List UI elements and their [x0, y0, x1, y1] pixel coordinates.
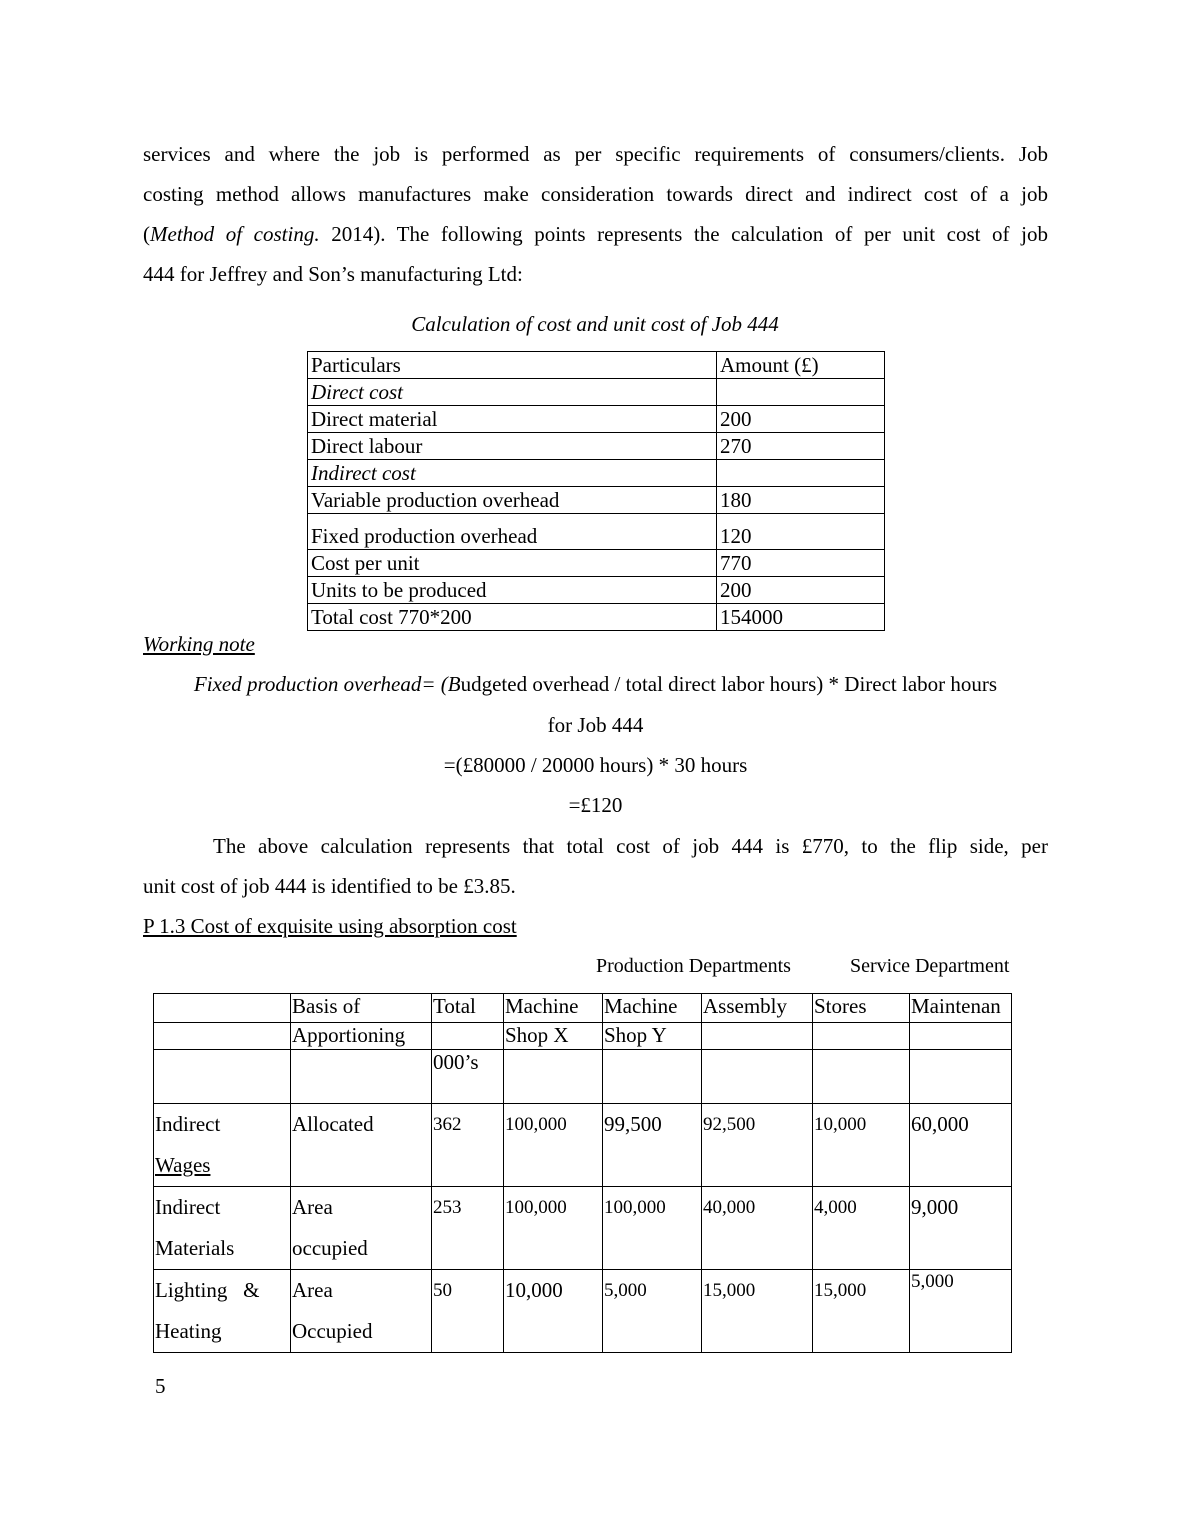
table-row — [154, 1187, 1012, 1270]
table-row — [308, 487, 885, 514]
overhead-item: Indirect Materials — [154, 1187, 291, 1270]
table-row — [308, 406, 885, 433]
shop-x-cell: 100,000 — [504, 1187, 603, 1270]
table-row — [154, 1270, 1012, 1353]
intro-line: 444 for Jeffrey and Son’s manufacturing Ltd: — [143, 262, 523, 286]
header-cell: Total — [432, 994, 504, 1023]
conclusion-paragraph — [143, 826, 1048, 906]
header-cell: Shop Y — [603, 1023, 702, 1050]
overhead-item: Lighting & Heating — [154, 1270, 291, 1353]
row-value — [717, 379, 885, 406]
row-value — [717, 460, 885, 487]
row-value: 154000 — [717, 604, 885, 631]
header-cell: Stores — [813, 994, 910, 1023]
row-label: Units to be produced — [308, 577, 717, 604]
header-cell — [432, 1023, 504, 1050]
conclusion-line: The above calculation represents that total cost of job 444 is £770, to the flip side, per — [213, 834, 1048, 858]
basis-cell: Allocated — [291, 1104, 432, 1187]
intro-line: costing method allows manufactures make consideration towards direct and indirect cost of a job — [143, 182, 1048, 206]
shop-y-cell: 99,500 — [603, 1104, 702, 1187]
row-label: Direct material — [308, 406, 717, 433]
table-row — [308, 379, 885, 406]
row-value: 200 — [717, 406, 885, 433]
header-cell — [702, 1023, 813, 1050]
header-cell — [154, 1023, 291, 1050]
header-cell — [910, 1023, 1012, 1050]
total-cell: 362 — [432, 1104, 504, 1187]
header-cell — [813, 1023, 910, 1050]
shop-x-cell: 10,000 — [504, 1270, 603, 1353]
header-cell — [154, 1050, 291, 1104]
basis-cell: Area Occupied — [291, 1270, 432, 1353]
table-header-row — [154, 994, 1012, 1023]
row-label: Direct cost — [308, 379, 717, 406]
shop-y-cell: 5,000 — [603, 1270, 702, 1353]
header-cell: Shop X — [504, 1023, 603, 1050]
production-departments-label: Production Departments — [596, 955, 791, 977]
header-cell — [702, 1050, 813, 1104]
header-cell — [813, 1050, 910, 1104]
row-value: 120 — [717, 514, 885, 550]
header-cell — [603, 1050, 702, 1104]
calculation-step: =(£80000 / 20000 hours) * 30 hours — [443, 753, 748, 777]
citation: Method of costing. — [150, 222, 320, 246]
intro-line: services and where the job is performed as per specific requirements of consumers/clients. Job — [143, 142, 1048, 166]
table-row — [154, 1104, 1012, 1187]
table-row — [308, 433, 885, 460]
stores-cell: 4,000 — [813, 1187, 910, 1270]
formula-line: Fixed production overhead= (Budgeted overhead / total direct labor hours) * Direct labor hours — [193, 672, 998, 696]
shop-x-cell: 100,000 — [504, 1104, 603, 1187]
total-cell: 253 — [432, 1187, 504, 1270]
page-number: 5 — [155, 1374, 166, 1398]
table-caption: Calculation of cost and unit cost of Job 444 — [411, 312, 779, 336]
header-particulars: Particulars — [308, 352, 717, 379]
row-value: 180 — [717, 487, 885, 514]
header-cell: Apportioning — [291, 1023, 432, 1050]
header-cell — [154, 994, 291, 1023]
row-value: 770 — [717, 550, 885, 577]
row-label: Variable production overhead — [308, 487, 717, 514]
absorption-cost-table — [153, 993, 1012, 1353]
table-header-row — [154, 1050, 1012, 1104]
header-cell: 000’s — [432, 1050, 504, 1104]
row-label: Indirect cost — [308, 460, 717, 487]
table-row — [308, 550, 885, 577]
assembly-cell: 92,500 — [702, 1104, 813, 1187]
header-cell: Machine — [603, 994, 702, 1023]
basis-cell: Area occupied — [291, 1187, 432, 1270]
working-note-title: Working note — [143, 632, 255, 656]
table-row — [308, 577, 885, 604]
row-label: Total cost 770*200 — [308, 604, 717, 631]
table-row — [308, 604, 885, 631]
header-cell: Machine — [504, 994, 603, 1023]
stores-cell: 10,000 — [813, 1104, 910, 1187]
section-heading: P 1.3 Cost of exquisite using absorption cost — [143, 914, 517, 938]
intro-paragraph — [143, 134, 1048, 294]
intro-line: (Method of costing. 2014). The following points represents the calculation of per unit cost of job — [143, 222, 1048, 246]
row-value: 200 — [717, 577, 885, 604]
header-amount: Amount (£) — [717, 352, 885, 379]
header-cell: Maintenan — [910, 994, 1012, 1023]
assembly-cell: 40,000 — [702, 1187, 813, 1270]
calculation-result: =£120 — [568, 793, 623, 817]
header-cell: Assembly — [702, 994, 813, 1023]
table-row — [308, 514, 885, 550]
job-cost-table — [307, 351, 885, 631]
table-header-row — [308, 352, 885, 379]
row-label: Cost per unit — [308, 550, 717, 577]
formula-line: for Job 444 — [547, 713, 644, 737]
maintenance-cell: 5,000 — [910, 1270, 1012, 1353]
maintenance-cell: 60,000 — [910, 1104, 1012, 1187]
table-header-row — [154, 1023, 1012, 1050]
header-cell — [291, 1050, 432, 1104]
assembly-cell: 15,000 — [702, 1270, 813, 1353]
conclusion-line: unit cost of job 444 is identified to be £3.85. — [143, 874, 516, 898]
row-label: Direct labour — [308, 433, 717, 460]
header-cell — [910, 1050, 1012, 1104]
header-cell — [504, 1050, 603, 1104]
service-department-label: Service Department — [850, 955, 1010, 977]
maintenance-cell: 9,000 — [910, 1187, 1012, 1270]
shop-y-cell: 100,000 — [603, 1187, 702, 1270]
overhead-item: Indirect Wages — [154, 1104, 291, 1187]
stores-cell: 15,000 — [813, 1270, 910, 1353]
total-cell: 50 — [432, 1270, 504, 1353]
header-cell: Basis of — [291, 994, 432, 1023]
table-row — [308, 460, 885, 487]
row-label: Fixed production overhead — [308, 514, 717, 550]
row-value: 270 — [717, 433, 885, 460]
